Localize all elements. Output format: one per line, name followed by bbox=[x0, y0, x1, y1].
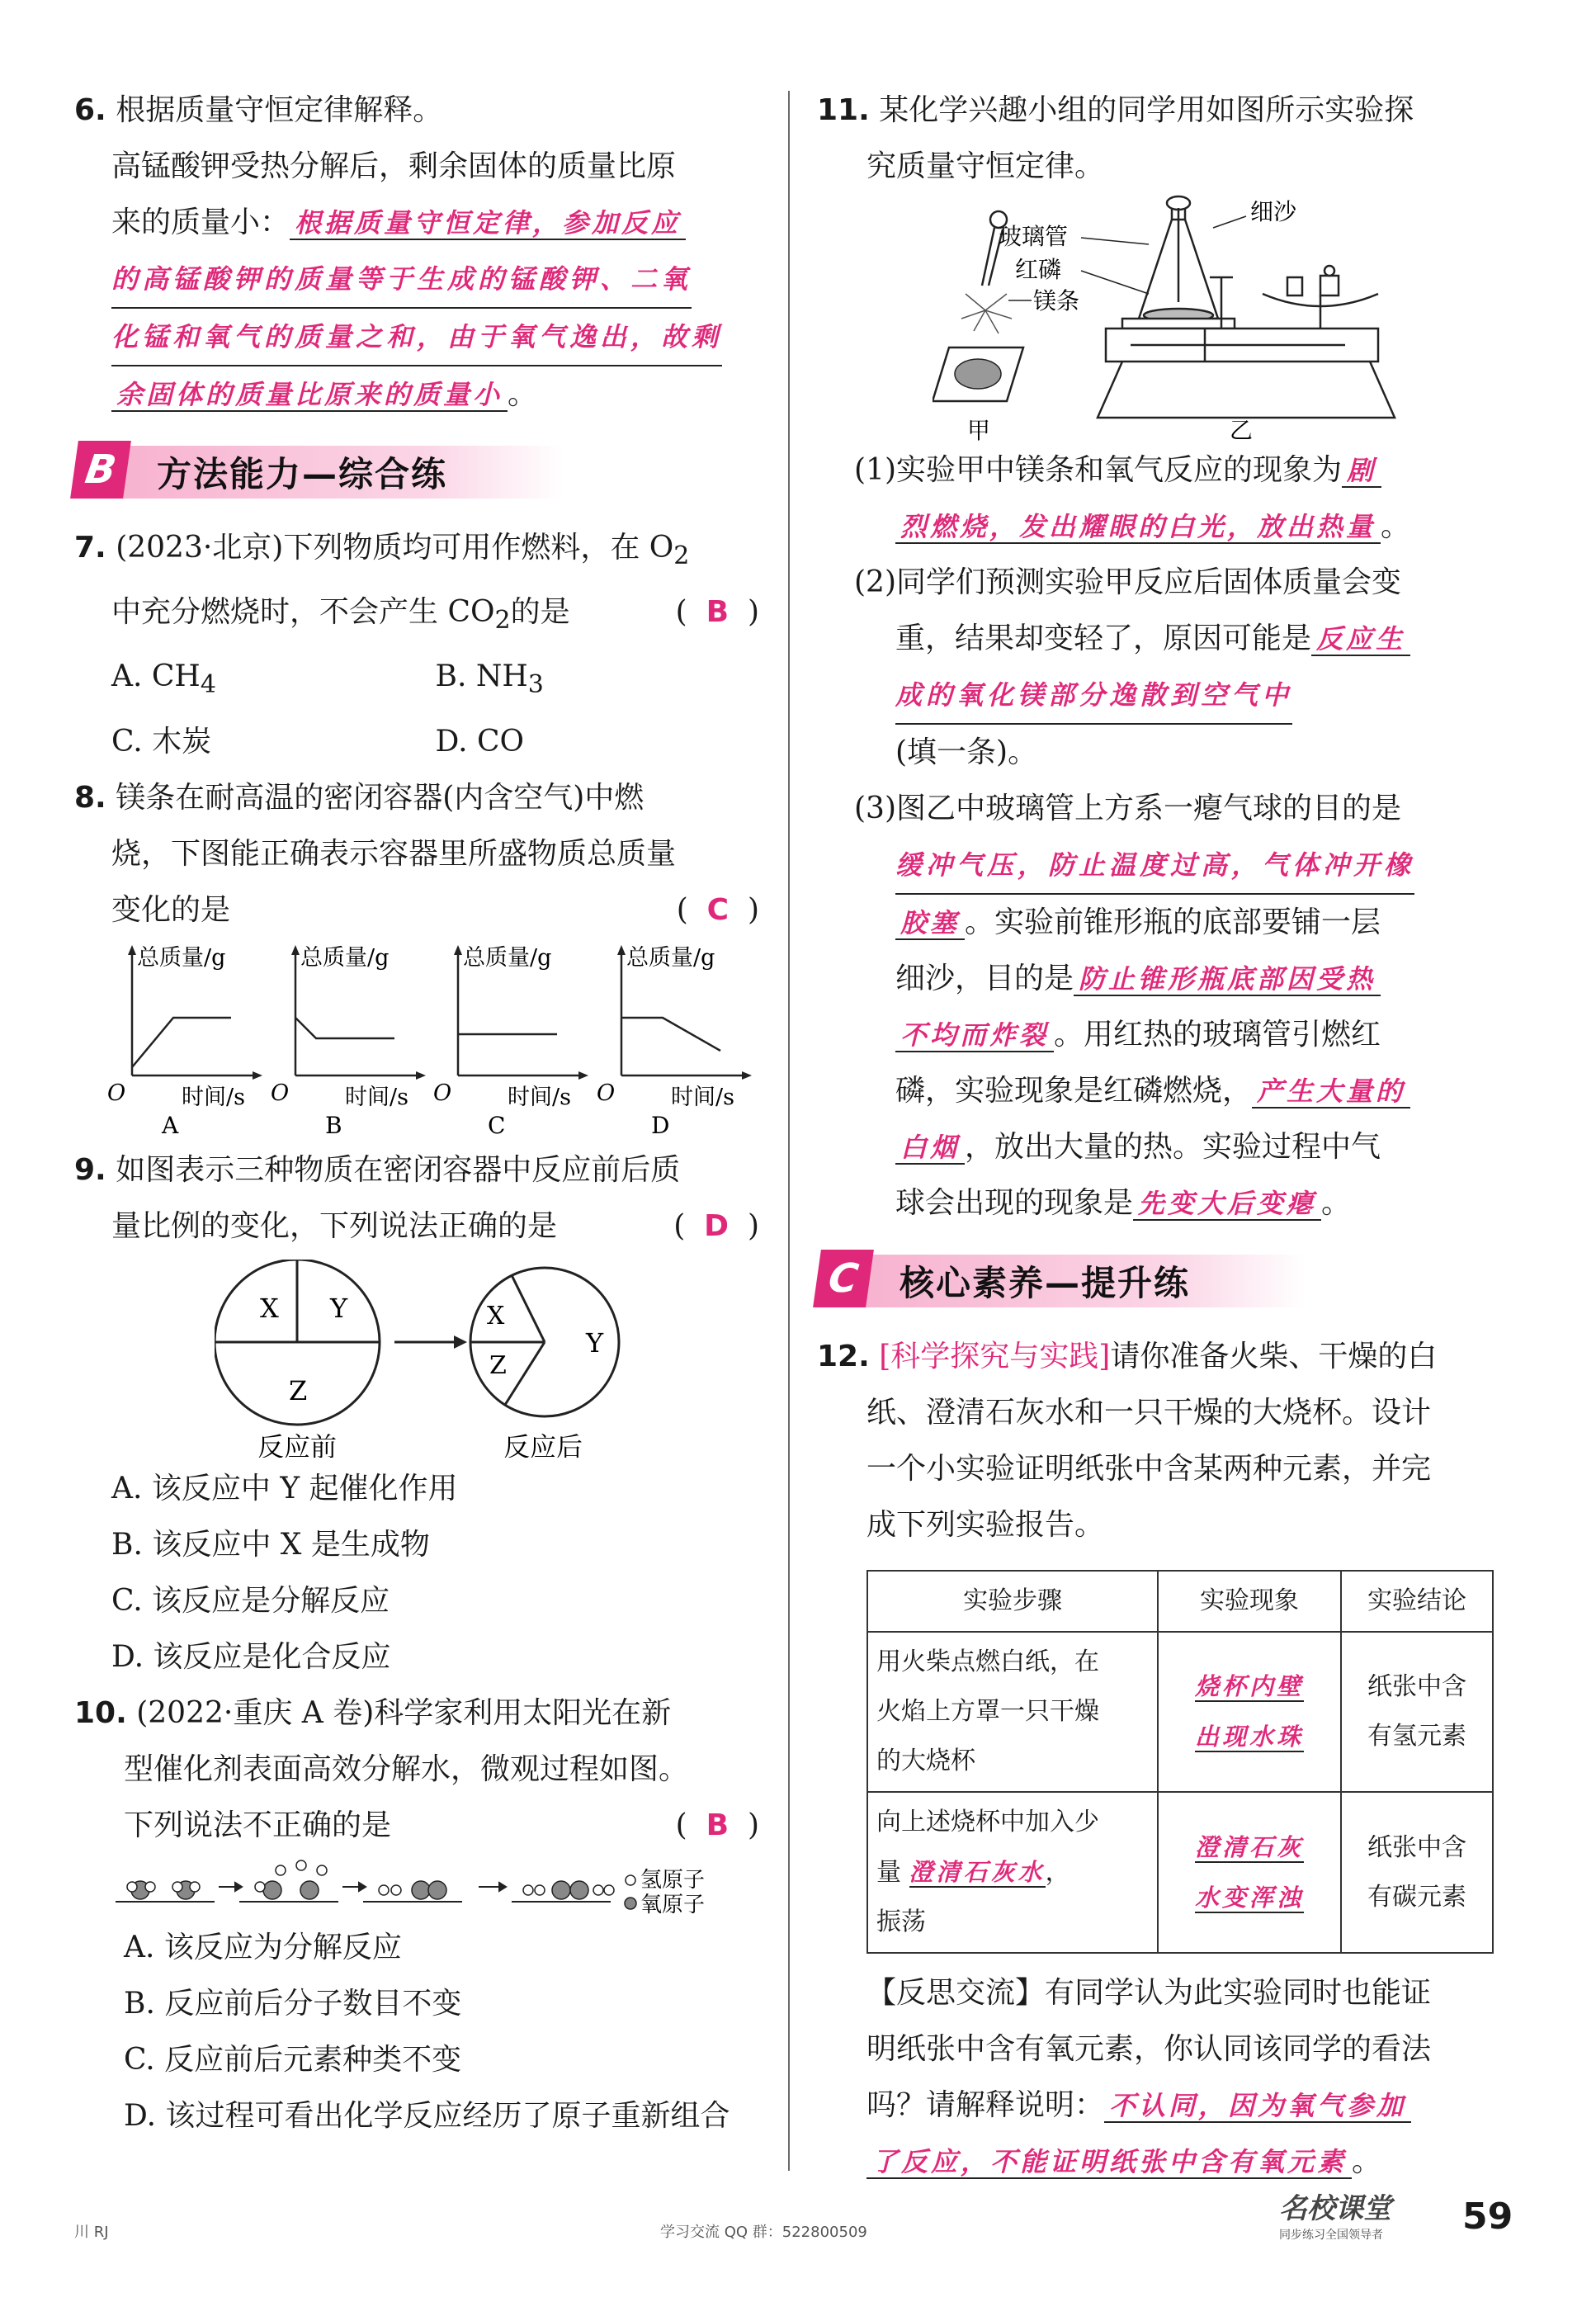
q11-p3-mid1: 。实验前锥形瓶的底部要铺一层 bbox=[965, 905, 1381, 939]
q10-micro-svg bbox=[116, 1854, 776, 1920]
q8-line3: 变化的是 bbox=[111, 892, 231, 927]
oxygen-atom-icon bbox=[625, 1898, 636, 1909]
q7-option-c: C. 木炭 bbox=[111, 724, 212, 759]
pie-after-y: Y bbox=[586, 1326, 604, 1359]
pie-after bbox=[470, 1268, 619, 1416]
q8-graph-d bbox=[597, 943, 760, 1137]
section-c-letter: C bbox=[813, 1250, 874, 1307]
q6-number: 6. bbox=[74, 93, 106, 127]
question-8 bbox=[74, 770, 759, 1137]
q8-answer-paren: ( C ) bbox=[676, 892, 759, 927]
origin-label: O bbox=[433, 1080, 452, 1106]
footer-qq-group: 学习交流 QQ 群：522800509 bbox=[660, 2224, 867, 2241]
q10-line3: 下列说法不正确的是 bbox=[124, 1808, 392, 1842]
question-9 bbox=[74, 1142, 759, 1685]
q8-graph-c bbox=[433, 943, 597, 1137]
q10-option-c: C. 反应前后元素种类不变 bbox=[124, 2042, 462, 2077]
x-axis-arrow bbox=[578, 1071, 588, 1080]
q7-number: 7. bbox=[74, 531, 106, 565]
q10-choice: B bbox=[706, 1808, 730, 1842]
q11-line1: 某化学兴趣小组的同学用如图所示实验探 bbox=[879, 93, 1414, 127]
row1-phenomenon: 烧杯内壁 出现水珠 bbox=[1158, 1632, 1341, 1792]
question-7 bbox=[74, 520, 759, 770]
left-column bbox=[74, 83, 759, 2144]
pie-after-x: X bbox=[487, 1301, 505, 1331]
column-divider bbox=[788, 91, 790, 2171]
q11-p3-answer-2b: 不均而炸裂 bbox=[895, 1019, 1054, 1052]
q11-p3-mid3: 。用红热的玻璃管引燃红 bbox=[1054, 1018, 1381, 1052]
q11-p2-line1: (2)同学们预测实验甲反应后固体质量会变 bbox=[854, 565, 1401, 599]
q11-p3-end: 。 bbox=[1321, 1186, 1352, 1220]
q7-line2b: 的是 bbox=[510, 595, 570, 630]
q9-line2: 量比例的变化，下列说法正确的是 bbox=[111, 1208, 558, 1243]
row1-step: 用火柴点燃白纸，在 火焰上方罩一只干燥 的大烧杯 bbox=[867, 1632, 1158, 1792]
balance-icon bbox=[1098, 196, 1395, 418]
y-axis-arrow bbox=[454, 945, 462, 955]
q10-line2: 型催化剂表面高效分解水，微观过程如图。 bbox=[124, 1751, 689, 1786]
q12-line1: 请你准备火柴、干燥的白 bbox=[1110, 1340, 1438, 1373]
q8-line1: 镁条在耐高温的密闭容器(内含空气)中燃 bbox=[116, 780, 645, 815]
q9-choice: D bbox=[704, 1208, 730, 1243]
q11-p3-answer-2a: 防止锥形瓶底部因受热 bbox=[1074, 963, 1381, 996]
q10-line1: (2022·重庆 A 卷)科学家利用太阳光在新 bbox=[136, 1695, 672, 1730]
q7-option-d: D. CO bbox=[435, 724, 525, 759]
graph-option-label: A bbox=[162, 1111, 179, 1137]
legend-hydrogen: 氢原子 bbox=[640, 1867, 706, 1893]
q9-answer-paren: ( D ) bbox=[673, 1208, 759, 1243]
q11-p3-line1: (3)图乙中玻璃管上方系一瘪气球的目的是 bbox=[854, 792, 1401, 825]
right-column bbox=[817, 83, 1502, 2190]
asbestos-net-icon bbox=[933, 347, 1023, 401]
spark-icon bbox=[961, 294, 1012, 333]
q9-pie-figure bbox=[215, 1260, 759, 1461]
q6-title: 根据质量守恒定律解释。 bbox=[116, 93, 443, 127]
q7-option-b: B. $NH_3$ bbox=[435, 659, 544, 700]
pie-after-label: 反应后 bbox=[503, 1430, 583, 1458]
q11-number: 11. bbox=[817, 93, 870, 127]
q12-line2: 纸、澄清石灰水和一只干燥的大烧杯。设计 bbox=[866, 1396, 1432, 1430]
y-axis-label: 总质量/g bbox=[626, 944, 715, 971]
origin-label: O bbox=[270, 1080, 289, 1106]
section-b-header bbox=[74, 437, 759, 512]
arrow-icon bbox=[394, 1335, 467, 1349]
mass-curve bbox=[621, 1018, 720, 1051]
table-row bbox=[867, 1792, 1493, 1953]
q10-micro-figure bbox=[116, 1854, 759, 1920]
x-axis-arrow bbox=[742, 1071, 752, 1080]
q12-line4: 成下列实验报告。 bbox=[866, 1508, 1105, 1542]
q11-figure bbox=[933, 195, 1502, 442]
q8-number: 8. bbox=[74, 780, 106, 815]
q12-reflect-line1: 有同学认为此实验同时也能证 bbox=[1045, 1976, 1432, 2010]
q10-answer-paren: ( B ) bbox=[675, 1808, 759, 1842]
q10-number: 10. bbox=[74, 1695, 127, 1730]
q11-p3-mid4: 磷，实验现象是红磷燃烧， bbox=[895, 1074, 1253, 1108]
q9-option-d: D. 该反应是化合反应 bbox=[111, 1639, 391, 1674]
graph-option-label: D bbox=[650, 1111, 669, 1137]
q11-p1-answer-1: 剧 bbox=[1342, 455, 1381, 488]
y-axis-label: 总质量/g bbox=[463, 944, 552, 971]
q11-p1-answer-2: 烈燃烧，发出耀眼的白光，放出热量 bbox=[895, 511, 1381, 544]
q7-choice: B bbox=[706, 595, 730, 630]
header-phenomenon: 实验现象 bbox=[1158, 1571, 1341, 1632]
q10-option-b: B. 反应前后分子数目不变 bbox=[124, 1986, 462, 2021]
question-11 bbox=[817, 83, 1502, 1231]
q6-answer-3: 化锰和氧气的质量之和，由于氧气逸出，故剩 bbox=[111, 309, 722, 366]
q11-p1-end: 。 bbox=[1381, 509, 1411, 543]
table-header-row bbox=[867, 1571, 1493, 1632]
x-axis-label: 时间/s bbox=[508, 1084, 571, 1110]
q8-line2: 烧，下图能正确表示容器里所盛物质总质量 bbox=[111, 836, 677, 871]
q9-option-b: B. 该反应中 X 是生成物 bbox=[111, 1527, 430, 1562]
q10-option-d: D. 该过程可看出化学反应经历了原子重新组合 bbox=[124, 2098, 730, 2133]
pie-before-x: X bbox=[260, 1292, 279, 1324]
q7-paren-close: ) bbox=[747, 595, 759, 630]
q6-answer-4: 余固体的质量比原来的质量小 bbox=[111, 379, 508, 412]
question-10 bbox=[74, 1685, 759, 2144]
pie-after-z: Z bbox=[489, 1350, 507, 1380]
q6-prefix: 来的质量小： bbox=[111, 206, 290, 239]
q11-p2-answer-1: 反应生 bbox=[1311, 623, 1410, 656]
brand-name: 名校课堂 bbox=[1279, 2192, 1391, 2225]
q10-option-a: A. 该反应为分解反应 bbox=[124, 1930, 402, 1964]
question-12 bbox=[817, 1329, 1502, 2190]
row2-conclusion: 纸张中含 有碳元素 bbox=[1341, 1792, 1493, 1953]
q9-option-c: C. 该反应是分解反应 bbox=[111, 1583, 390, 1618]
q11-p3-answer-1a: 缓冲气压，防止温度过高，气体冲开橡 bbox=[895, 837, 1414, 895]
q9-pie-svg bbox=[215, 1260, 677, 1458]
q8-choice: C bbox=[706, 892, 730, 927]
q11-p3-answer-1b: 胶塞 bbox=[895, 907, 965, 940]
q7-sub1: 2 bbox=[673, 541, 690, 571]
q7-sub2: 2 bbox=[494, 606, 511, 636]
q11-line2: 究质量守恒定律。 bbox=[866, 149, 1105, 183]
y-axis-arrow bbox=[128, 945, 136, 955]
q6-end: 。 bbox=[508, 377, 538, 411]
x-axis-label: 时间/s bbox=[670, 1084, 734, 1110]
x-axis-label: 时间/s bbox=[182, 1084, 245, 1110]
x-axis-arrow bbox=[416, 1071, 426, 1080]
q12-end: 。 bbox=[1352, 2144, 1382, 2178]
section-b-letter: B bbox=[70, 441, 131, 499]
pie-before-y: Y bbox=[330, 1292, 348, 1324]
y-axis-label: 总质量/g bbox=[137, 944, 226, 971]
table-row bbox=[867, 1632, 1493, 1792]
q7-paren-open: ( bbox=[675, 595, 687, 630]
hydrogen-atom-icon bbox=[626, 1875, 635, 1885]
x-axis-label: 时间/s bbox=[344, 1084, 408, 1110]
label-yi: 乙 bbox=[1230, 417, 1254, 442]
q12-line3: 一个小实验证明纸张中含某两种元素，并完 bbox=[866, 1452, 1432, 1486]
x-axis-arrow bbox=[253, 1071, 262, 1080]
graph-option-label: C bbox=[488, 1111, 506, 1137]
q11-p3-mid6: 球会出现的现象是 bbox=[895, 1186, 1134, 1220]
row2-step: 向上述烧杯中加入少 量 澄清石灰水， 振荡 bbox=[867, 1792, 1158, 1953]
q11-p2-tail: (填一条)。 bbox=[895, 735, 1038, 769]
q11-p2-answer-2: 成的氧化镁部分逸散到空气中 bbox=[895, 667, 1292, 725]
q12-reflect-line2: 明纸张中含有氧元素，你认同该同学的看法 bbox=[866, 2032, 1432, 2066]
y-axis-arrow bbox=[617, 945, 626, 955]
pie-before-label: 反应前 bbox=[257, 1430, 338, 1458]
q12-reflect-line3: 吗？请解释说明： bbox=[866, 2088, 1105, 2122]
pie-before-z: Z bbox=[289, 1374, 308, 1406]
q7-option-a: A. $CH_4$ bbox=[111, 659, 216, 700]
q8-graph-b bbox=[271, 943, 434, 1137]
row2-phenomenon: 澄清石灰 水变浑浊 bbox=[1158, 1792, 1341, 1953]
section-c-title: 核心素养—提升练 bbox=[900, 1263, 1191, 1303]
q11-p3-mid2: 细沙，目的是 bbox=[895, 962, 1074, 995]
origin-label: O bbox=[596, 1080, 615, 1106]
section-c-header bbox=[817, 1246, 1502, 1321]
q11-p3-answer-3b: 白烟 bbox=[895, 1132, 965, 1165]
label-red-phosphorus: 红磷 bbox=[1015, 256, 1062, 283]
q9-option-a: A. 该反应中 Y 起催化作用 bbox=[111, 1471, 458, 1506]
label-jia: 甲 bbox=[967, 417, 991, 442]
q11-figure-svg bbox=[933, 195, 1461, 442]
q8-graph-a bbox=[107, 943, 271, 1137]
q12-tag: [科学探究与实践] bbox=[879, 1340, 1111, 1373]
section-b-title: 方法能力—综合练 bbox=[157, 454, 448, 494]
graph-option-label: B bbox=[324, 1111, 342, 1137]
row1-conclusion: 纸张中含 有氢元素 bbox=[1341, 1632, 1493, 1792]
q12-reflect-answer-1: 不认同，因为氧气参加 bbox=[1104, 2090, 1411, 2123]
label-fine-sand: 细沙 bbox=[1250, 198, 1297, 225]
q12-reflect-answer-2: 了反应，不能证明纸张中含有氧元素 bbox=[866, 2146, 1352, 2179]
label-glass-tube: 玻璃管 bbox=[999, 223, 1069, 250]
experiment-report-table bbox=[866, 1570, 1494, 1954]
q12-reflect-tag: 【反思交流】 bbox=[866, 1976, 1046, 2010]
footer-edition: 川 RJ bbox=[74, 2224, 109, 2241]
mass-curve bbox=[132, 1018, 231, 1067]
header-conclusion: 实验结论 bbox=[1341, 1571, 1493, 1632]
y-axis-arrow bbox=[291, 945, 300, 955]
q8-graphs bbox=[107, 943, 759, 1137]
mass-curve bbox=[295, 1018, 394, 1038]
q11-p2-line2: 重，结果却变轻了，原因可能是 bbox=[895, 622, 1312, 655]
q7-line2a: 中充分燃烧时，不会产生 CO bbox=[111, 595, 495, 630]
q11-p3-answer-3a: 产生大量的 bbox=[1252, 1075, 1410, 1109]
page-number: 59 bbox=[1462, 2196, 1513, 2238]
q7-line1: (2023·北京)下列物质均可用作燃料，在 O bbox=[116, 531, 674, 565]
q6-line1: 高锰酸钾受热分解后，剩余固体的质量比原 bbox=[111, 149, 677, 183]
q9-number: 9. bbox=[74, 1152, 106, 1187]
q7-answer-paren bbox=[676, 584, 759, 641]
brand-sub: 同步练习全国领导者 bbox=[1279, 2229, 1383, 2242]
origin-label: O bbox=[107, 1080, 126, 1106]
q11-p1-text: (1)实验甲中镁条和氧气反应的现象为 bbox=[854, 453, 1342, 487]
q6-answer-2: 的高锰酸钾的质量等于生成的锰酸钾、二氧 bbox=[111, 251, 692, 309]
q11-p3-mid5: ，放出大量的热。实验过程中气 bbox=[965, 1130, 1381, 1164]
pie-before bbox=[215, 1260, 380, 1425]
q6-answer-1: 根据质量守恒定律，参加反应 bbox=[290, 207, 686, 240]
header-steps: 实验步骤 bbox=[867, 1571, 1158, 1632]
label-mg-strip: 镁条 bbox=[1033, 287, 1080, 314]
y-axis-label: 总质量/g bbox=[300, 944, 389, 971]
question-6 bbox=[74, 83, 759, 423]
legend-oxygen: 氧原子 bbox=[640, 1892, 706, 1917]
q12-number: 12. bbox=[817, 1340, 870, 1373]
brand-logo bbox=[1279, 2186, 1444, 2242]
q9-line1: 如图表示三种物质在密闭容器中反应前后质 bbox=[116, 1152, 681, 1187]
q11-p3-answer-4: 先变大后变瘪 bbox=[1133, 1188, 1321, 1221]
